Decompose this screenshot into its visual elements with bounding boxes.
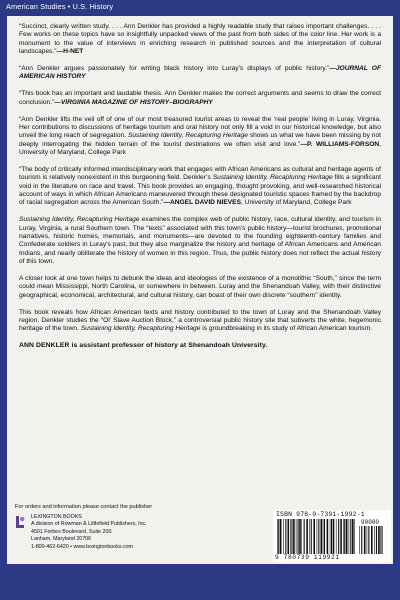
review-dash: — bbox=[54, 98, 61, 106]
review-affiliation: , University of Maryland, College Park bbox=[241, 199, 352, 207]
book-title-mention: Sustaining Identity, Recapturing Heritage bbox=[19, 216, 140, 224]
barcode-bar bbox=[327, 519, 329, 554]
review-source: P. WILLIAMS-FORSON bbox=[306, 140, 380, 148]
publisher-contact: 1-800-462-6420 • www.lexingtonbooks.com bbox=[31, 543, 133, 550]
review-nieves bbox=[19, 166, 381, 207]
barcode-bar bbox=[380, 526, 381, 554]
review-quote: shows us what we have been missing by not deeply interrogating the hidden terrain of the tourist destinations we often visit and love.” bbox=[19, 132, 381, 148]
isbn-text: ISBN 978-0-7391-1992-1 bbox=[276, 511, 365, 518]
barcode-bar bbox=[304, 519, 305, 554]
barcode-bar bbox=[278, 519, 279, 554]
barcode-bar bbox=[323, 519, 324, 554]
barcode-bar bbox=[301, 519, 302, 554]
review-quote: “The body of critically informed interdisciplinary work that engages with African Americans as cultural and heritage agents of tourism is relatively nonexistent in this burgeoning field. Denkler’s bbox=[19, 166, 381, 182]
barcode-bar bbox=[296, 519, 297, 554]
barcode-bar bbox=[291, 519, 292, 554]
barcode-bar bbox=[361, 526, 362, 554]
review-dash: — bbox=[300, 140, 307, 148]
lexington-books-logo-icon bbox=[15, 515, 25, 529]
author-bio: ANN DENKLER is assistant professor of history at Shenandoah University. bbox=[19, 342, 268, 350]
review-vmhb bbox=[19, 90, 381, 107]
publisher-division: A division of Rowman & Littlefield Publishers, Inc. bbox=[31, 521, 147, 528]
description-text: This book reveals how African American texts and history contributed to the town of Luray and the Shenandoah Valley region. Denkler studies the “Ol’ Slave Auction Block,” a controversial public history site that subverts the white, hegemonic heritage of the town. bbox=[19, 308, 381, 333]
barcode-bar bbox=[311, 519, 312, 554]
barcode-bar bbox=[285, 519, 286, 554]
barcode-bar bbox=[371, 526, 373, 554]
barcode-bar bbox=[344, 519, 345, 554]
description-paragraph-2: A closer look at one town helps to debunk the ideas and ideologies of the existence of a monolithic “South,” since the term could mean Mississippi, North Carolina, or somewhere in between. Luray and the Shenandoah Valley, with their distinctive geographical, economical, architectural, and cultural history, can boast of their own discrete “southern” identity. bbox=[19, 274, 381, 299]
barcode-bar bbox=[330, 519, 331, 554]
book-title-mention: Sustaining Identity, Recapturing Heritage bbox=[127, 132, 248, 140]
barcode-bar bbox=[368, 526, 369, 554]
ean-barcode bbox=[277, 519, 357, 554]
barcode-bar bbox=[324, 519, 325, 554]
barcode-bar bbox=[293, 519, 295, 554]
review-source: JOURNAL OF AMERICAN HISTORY bbox=[19, 64, 381, 81]
publisher-footer bbox=[7, 504, 393, 564]
description-text: examines the complex web of public history, race, cultural identity, and tourism in Luray, Virginia, a rural Southern town. The “texts” associated with this town’s public history—tourist brochures, promotional narratives, historic homes, memorials, and monuments—are devoted to the founding eighteenth-century families and Confederate soldiers in Luray’s past, but they also marginalize the history and heritage of African Americans and American Indians, and nearly obliterate the history of women in this region. Thus, the public history does not reflect the actual history of this town. bbox=[19, 216, 381, 265]
barcode-bar bbox=[359, 526, 360, 554]
barcode-bar bbox=[364, 526, 366, 554]
barcode-bar bbox=[306, 519, 308, 554]
description-paragraph-1 bbox=[19, 216, 381, 266]
barcode-bar bbox=[382, 526, 383, 554]
category-line: American Studies • U.S. History bbox=[6, 2, 114, 11]
barcode-bar bbox=[367, 526, 368, 554]
description-paragraph-3 bbox=[19, 309, 381, 334]
barcode-bar bbox=[349, 519, 350, 554]
barcode-bar bbox=[336, 519, 337, 554]
barcode-bar bbox=[338, 519, 339, 554]
barcode-bar bbox=[331, 519, 332, 554]
barcode-bar bbox=[318, 519, 319, 554]
review-quote: fills a significant void in the literature on race and travel. This book provides an engaging, thought provoking, and well-researched historical account of ways in which African Americans maneuvered through these designated touristic spaces framed by the backdrop of racial segregation across the American South.” bbox=[19, 174, 382, 207]
book-title-mention: Sustaining Identity, Recapturing Heritage bbox=[80, 325, 201, 333]
publisher-address: 4501 Forbes Boulevard, Suite 200 bbox=[31, 528, 112, 535]
review-source: H-NET bbox=[63, 47, 84, 55]
review-quote: “Succinct, clearly written study. . . . Ann Denkler has provided a highly readable study that raises important challenges. . . . Few works on these topics have so insightfully unpacked views of the past from both sides of the color line. Her work is a monument to the value of interviews in enriching research in published sources and the interpretation of cultural landscapes.” bbox=[19, 23, 381, 55]
barcode-bar bbox=[343, 519, 344, 554]
barcode-bar bbox=[333, 519, 335, 554]
review-source: VIRGINIA MAGAZINE OF HISTORY–BIOGRAPHY bbox=[60, 98, 213, 106]
review-quote: “Ann Denkler argues passionately for writing black history into Luray’s displays of public history.” bbox=[19, 64, 330, 72]
barcode-bar bbox=[321, 519, 323, 554]
review-affiliation: , University of Maryland, College Park bbox=[19, 140, 381, 156]
description-text: is groundbreaking in its study of African American tourism. bbox=[200, 325, 372, 333]
review-williams-forson bbox=[19, 116, 381, 157]
review-source: ANGEL DAVID NIEVES bbox=[170, 199, 242, 207]
barcode-bar bbox=[298, 519, 299, 554]
barcode-bar bbox=[340, 519, 342, 554]
barcode-bar bbox=[290, 519, 291, 554]
ean-digits: 9 780739 119921 bbox=[275, 554, 340, 561]
barcode-bar bbox=[374, 526, 375, 554]
barcode-bar bbox=[299, 519, 301, 554]
barcode-bar bbox=[354, 519, 355, 554]
review-jah bbox=[19, 65, 381, 82]
barcode-bar bbox=[378, 526, 380, 554]
barcode-bar bbox=[376, 526, 377, 554]
review-dash: — bbox=[56, 47, 64, 55]
review-dash: — bbox=[329, 64, 336, 72]
barcode-bar bbox=[277, 519, 278, 554]
barcode-box bbox=[273, 510, 391, 562]
publisher-info bbox=[31, 514, 147, 551]
barcode-bar bbox=[288, 519, 290, 554]
barcode-bar bbox=[346, 519, 348, 554]
price-code: 90000 bbox=[361, 519, 380, 526]
price-barcode bbox=[359, 526, 385, 554]
barcode-bar bbox=[313, 519, 315, 554]
book-title-mention: Sustaining Identity, Recapturing Heritage bbox=[212, 174, 333, 182]
review-quote: “This book has an important and laudable thesis. Ann Denkler makes the correct arguments and seems to draw the correct conclusion.” bbox=[19, 90, 381, 106]
review-quote: “Ann Denkler lifts the veil off of one of our most treasured tourist areas to reveal the ‘real people’ living in Luray, Virginia. Her contributions to discussions of heritage tourism and oral history not only fill a void in our historical knowledge, but also unveil the long reach of segregation. bbox=[19, 115, 381, 140]
publisher-name: LEXINGTON BOOKS bbox=[31, 514, 82, 520]
barcode-bar bbox=[280, 519, 282, 554]
orders-note: For orders and information please contact the publisher bbox=[15, 504, 153, 510]
barcode-bar bbox=[317, 519, 318, 554]
back-cover-text-panel bbox=[7, 16, 393, 564]
barcode-bar bbox=[309, 519, 310, 554]
barcode-bar bbox=[283, 519, 284, 554]
barcode-bar bbox=[350, 519, 351, 554]
barcode-bar bbox=[352, 519, 354, 554]
publisher-city: Lanham, Maryland 20706 bbox=[31, 536, 92, 543]
review-dash: — bbox=[163, 199, 170, 207]
review-hnet bbox=[19, 23, 381, 56]
